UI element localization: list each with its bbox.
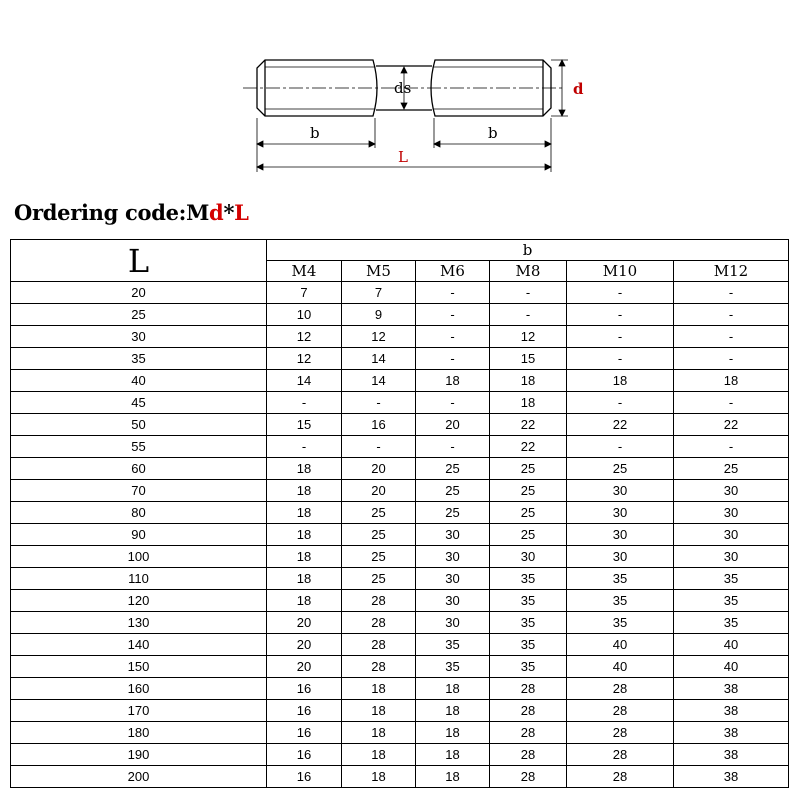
cell-b-m8: -: [490, 282, 567, 304]
cell-L: 40: [11, 370, 267, 392]
table-row: [11, 590, 789, 612]
cell-L: 150: [11, 656, 267, 678]
cell-b-m4: 16: [267, 700, 342, 722]
spec-table: [10, 239, 789, 788]
table-row: [11, 502, 789, 524]
cell-L: 190: [11, 744, 267, 766]
cell-b-m8: -: [490, 304, 567, 326]
cell-b-m5: 18: [342, 766, 416, 788]
cell-b-m12: -: [674, 304, 789, 326]
cell-L: 160: [11, 678, 267, 700]
cell-b-m8: 22: [490, 436, 567, 458]
cell-b-m10: 40: [567, 634, 674, 656]
cell-b-m8: 25: [490, 502, 567, 524]
cell-b-m5: 28: [342, 612, 416, 634]
cell-b-m5: 7: [342, 282, 416, 304]
cell-b-m12: 22: [674, 414, 789, 436]
cell-b-m6: -: [416, 436, 490, 458]
table-body: [11, 282, 789, 788]
cell-b-m6: 18: [416, 766, 490, 788]
cell-L: 25: [11, 304, 267, 326]
cell-b-m4: 18: [267, 480, 342, 502]
cell-L: 45: [11, 392, 267, 414]
cell-b-m6: 30: [416, 568, 490, 590]
table-row: [11, 348, 789, 370]
cell-b-m8: 35: [490, 656, 567, 678]
table-row: [11, 612, 789, 634]
cell-L: 80: [11, 502, 267, 524]
table-row: [11, 524, 789, 546]
cell-b-m8: 22: [490, 414, 567, 436]
cell-L: 130: [11, 612, 267, 634]
cell-b-m6: 25: [416, 502, 490, 524]
cell-L: 170: [11, 700, 267, 722]
cell-b-m5: 28: [342, 656, 416, 678]
cell-b-m8: 35: [490, 634, 567, 656]
cell-b-m4: 10: [267, 304, 342, 326]
cell-L: 200: [11, 766, 267, 788]
cell-b-m5: 12: [342, 326, 416, 348]
cell-b-m5: 14: [342, 348, 416, 370]
cell-b-m5: 16: [342, 414, 416, 436]
cell-b-m12: 40: [674, 634, 789, 656]
cell-b-m10: 30: [567, 480, 674, 502]
table-row: [11, 766, 789, 788]
cell-L: 90: [11, 524, 267, 546]
header-size-m5: M5: [342, 261, 416, 282]
cell-b-m4: 12: [267, 348, 342, 370]
cell-b-m4: 14: [267, 370, 342, 392]
cell-b-m12: 38: [674, 766, 789, 788]
cell-b-m6: 25: [416, 458, 490, 480]
b-right-label: b: [488, 124, 498, 142]
cell-b-m8: 25: [490, 524, 567, 546]
cell-b-m6: 30: [416, 546, 490, 568]
ds-label: ds: [394, 79, 412, 97]
cell-b-m5: 9: [342, 304, 416, 326]
cell-b-m6: 30: [416, 590, 490, 612]
table-row: [11, 458, 789, 480]
ordering-prefix: Ordering code:M: [14, 200, 210, 225]
cell-b-m6: 30: [416, 612, 490, 634]
cell-b-m12: 38: [674, 700, 789, 722]
table-row: [11, 634, 789, 656]
cell-b-m12: 38: [674, 722, 789, 744]
ordering-L: L: [234, 200, 249, 225]
cell-b-m10: -: [567, 392, 674, 414]
cell-b-m10: 35: [567, 590, 674, 612]
cell-b-m8: 25: [490, 480, 567, 502]
cell-b-m10: 28: [567, 678, 674, 700]
cell-b-m5: 18: [342, 744, 416, 766]
cell-b-m12: 30: [674, 480, 789, 502]
cell-b-m8: 18: [490, 392, 567, 414]
cell-b-m4: 18: [267, 568, 342, 590]
cell-b-m12: 18: [674, 370, 789, 392]
cell-b-m5: 18: [342, 722, 416, 744]
cell-L: 180: [11, 722, 267, 744]
cell-b-m10: 25: [567, 458, 674, 480]
cell-b-m6: 18: [416, 700, 490, 722]
cell-b-m5: 25: [342, 502, 416, 524]
table-row: [11, 370, 789, 392]
cell-b-m4: 18: [267, 546, 342, 568]
table-row: [11, 722, 789, 744]
cell-b-m12: 35: [674, 612, 789, 634]
ordering-d: d: [209, 200, 224, 225]
table-row: [11, 546, 789, 568]
header-L: L: [11, 240, 267, 282]
cell-b-m5: 20: [342, 480, 416, 502]
cell-b-m12: 30: [674, 546, 789, 568]
cell-b-m10: -: [567, 282, 674, 304]
header-size-m8: M8: [490, 261, 567, 282]
cell-b-m12: 35: [674, 590, 789, 612]
cell-b-m10: 18: [567, 370, 674, 392]
cell-b-m10: 30: [567, 546, 674, 568]
table-row: [11, 744, 789, 766]
table-row: [11, 568, 789, 590]
cell-b-m12: -: [674, 282, 789, 304]
cell-L: 35: [11, 348, 267, 370]
cell-b-m10: 28: [567, 744, 674, 766]
cell-b-m4: 18: [267, 524, 342, 546]
cell-b-m4: 18: [267, 458, 342, 480]
cell-b-m6: -: [416, 282, 490, 304]
cell-L: 70: [11, 480, 267, 502]
cell-b-m12: -: [674, 348, 789, 370]
cell-b-m5: 20: [342, 458, 416, 480]
cell-b-m8: 30: [490, 546, 567, 568]
cell-b-m4: -: [267, 436, 342, 458]
table-row: [11, 700, 789, 722]
cell-b-m12: 25: [674, 458, 789, 480]
cell-b-m12: 40: [674, 656, 789, 678]
table-row: [11, 304, 789, 326]
cell-b-m4: 7: [267, 282, 342, 304]
header-size-m10: M10: [567, 261, 674, 282]
cell-b-m4: 16: [267, 766, 342, 788]
cell-b-m10: 22: [567, 414, 674, 436]
cell-b-m4: 20: [267, 612, 342, 634]
cell-L: 60: [11, 458, 267, 480]
cell-b-m4: 16: [267, 722, 342, 744]
cell-b-m10: 35: [567, 612, 674, 634]
cell-b-m6: -: [416, 326, 490, 348]
cell-b-m5: 28: [342, 590, 416, 612]
cell-b-m12: 35: [674, 568, 789, 590]
cell-b-m12: 30: [674, 524, 789, 546]
cell-L: 30: [11, 326, 267, 348]
cell-b-m6: 18: [416, 678, 490, 700]
table-row: [11, 656, 789, 678]
cell-b-m6: 25: [416, 480, 490, 502]
cell-b-m4: -: [267, 392, 342, 414]
cell-b-m6: 18: [416, 722, 490, 744]
cell-b-m6: -: [416, 304, 490, 326]
cell-L: 110: [11, 568, 267, 590]
cell-b-m8: 25: [490, 458, 567, 480]
cell-b-m5: -: [342, 392, 416, 414]
cell-L: 55: [11, 436, 267, 458]
cell-b-m10: 30: [567, 524, 674, 546]
cell-L: 120: [11, 590, 267, 612]
table-row: [11, 326, 789, 348]
cell-L: 140: [11, 634, 267, 656]
cell-b-m10: 40: [567, 656, 674, 678]
cell-b-m8: 28: [490, 678, 567, 700]
d-label: d: [573, 80, 584, 98]
cell-b-m12: -: [674, 392, 789, 414]
cell-L: 20: [11, 282, 267, 304]
cell-b-m5: 25: [342, 524, 416, 546]
cell-b-m6: 35: [416, 634, 490, 656]
table-row: [11, 282, 789, 304]
cell-b-m5: 18: [342, 678, 416, 700]
cell-b-m4: 16: [267, 678, 342, 700]
cell-b-m12: 38: [674, 744, 789, 766]
cell-b-m10: -: [567, 326, 674, 348]
cell-b-m12: -: [674, 326, 789, 348]
cell-b-m5: -: [342, 436, 416, 458]
cell-b-m8: 28: [490, 700, 567, 722]
cell-b-m4: 15: [267, 414, 342, 436]
cell-b-m6: -: [416, 348, 490, 370]
table-row: [11, 678, 789, 700]
cell-b-m5: 25: [342, 546, 416, 568]
header-size-m4: M4: [267, 261, 342, 282]
cell-b-m5: 28: [342, 634, 416, 656]
cell-b-m4: 18: [267, 590, 342, 612]
cell-b-m5: 25: [342, 568, 416, 590]
cell-b-m8: 35: [490, 590, 567, 612]
cell-b-m10: 28: [567, 722, 674, 744]
cell-b-m6: 30: [416, 524, 490, 546]
cell-b-m8: 35: [490, 612, 567, 634]
cell-b-m8: 12: [490, 326, 567, 348]
cell-b-m10: -: [567, 436, 674, 458]
ordering-star: *: [223, 200, 235, 225]
cell-b-m10: 35: [567, 568, 674, 590]
table-row: [11, 480, 789, 502]
table-row: [11, 436, 789, 458]
cell-b-m6: 20: [416, 414, 490, 436]
cell-b-m10: 30: [567, 502, 674, 524]
cell-b-m6: 18: [416, 744, 490, 766]
cell-b-m8: 28: [490, 744, 567, 766]
cell-b-m6: 18: [416, 370, 490, 392]
header-size-m6: M6: [416, 261, 490, 282]
cell-b-m8: 15: [490, 348, 567, 370]
cell-b-m10: -: [567, 304, 674, 326]
cell-L: 100: [11, 546, 267, 568]
cell-b-m4: 20: [267, 656, 342, 678]
table-row: [11, 414, 789, 436]
cell-b-m8: 18: [490, 370, 567, 392]
cell-b-m8: 35: [490, 568, 567, 590]
cell-b-m4: 18: [267, 502, 342, 524]
cell-b-m6: -: [416, 392, 490, 414]
cell-b-m12: 38: [674, 678, 789, 700]
cell-b-m4: 16: [267, 744, 342, 766]
cell-b-m8: 28: [490, 722, 567, 744]
cell-b-m10: -: [567, 348, 674, 370]
header-b: b: [267, 240, 789, 261]
table-row: [11, 392, 789, 414]
cell-b-m4: 20: [267, 634, 342, 656]
b-left-label: b: [310, 124, 320, 142]
cell-b-m6: 35: [416, 656, 490, 678]
ordering-code: [14, 200, 249, 225]
cell-b-m8: 28: [490, 766, 567, 788]
cell-b-m10: 28: [567, 766, 674, 788]
cell-b-m5: 14: [342, 370, 416, 392]
cell-b-m12: 30: [674, 502, 789, 524]
cell-b-m4: 12: [267, 326, 342, 348]
header-size-m12: M12: [674, 261, 789, 282]
stud-bolt-diagram: [0, 0, 800, 190]
cell-L: 50: [11, 414, 267, 436]
cell-b-m12: -: [674, 436, 789, 458]
table-header: [11, 240, 789, 282]
cell-b-m5: 18: [342, 700, 416, 722]
cell-b-m10: 28: [567, 700, 674, 722]
L-label: L: [398, 148, 408, 166]
